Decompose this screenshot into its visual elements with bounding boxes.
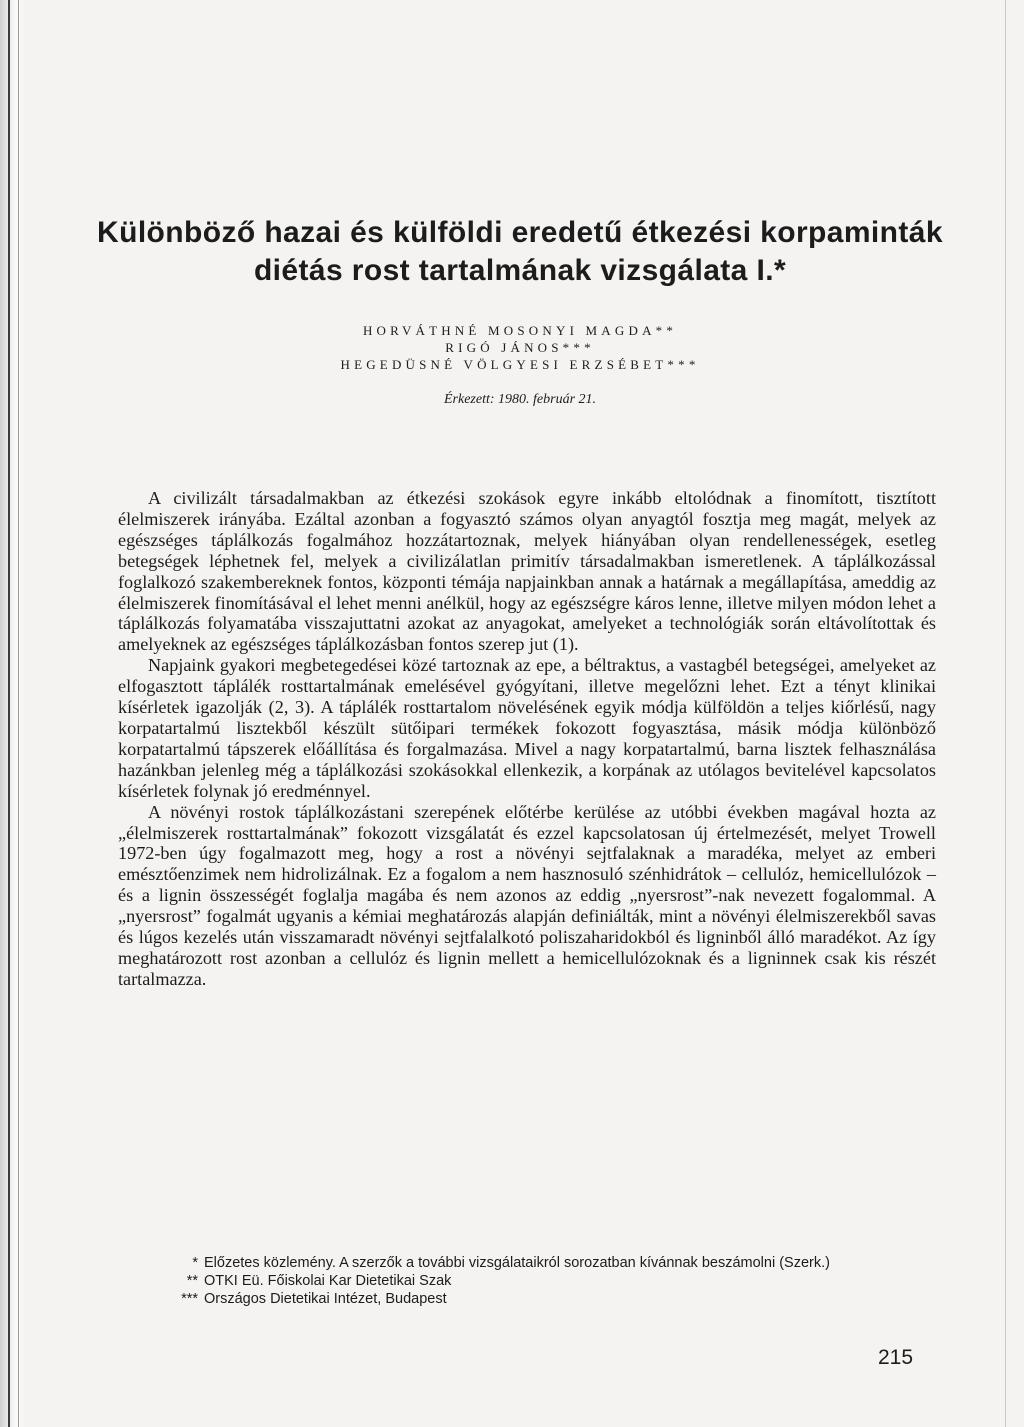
footnote-text: Országos Dietetikai Intézet, Budapest: [204, 1291, 447, 1307]
author-2: RIGÓ JÁNOS***: [445, 340, 595, 355]
author-list: [80, 322, 960, 373]
received-date: Érkezett: 1980. február 21.: [443, 392, 597, 407]
footnote-text: OTKI Eü. Főiskolai Kar Dietetikai Szak: [204, 1273, 452, 1289]
title-line-1: Különböző hazai és külföldi eredetű étkezési korpaminták: [97, 216, 943, 249]
footnote-mark: ***: [181, 1291, 198, 1307]
binding-edge-line: [8, 0, 10, 1427]
page-number: 215: [878, 1346, 914, 1369]
paragraph-3: A növényi rostok táplálkozástani szerepének előtérbe kerülése az utóbbi években magával hozta az „élelmiszerek rosttartalmának” fokozott vizsgálatát és ezzel kapcsolatosan új értelmezését, melyet Trowell 1972-ben úgy fogalmazott meg, hogy a rost a növényi sejtfalaknak a maradéka, melyet az emberi emésztőenzimek nem hidrolizálnak. Ez a fogalom a nem hasznosuló szénhidrátok – cellulóz, hemicellulózok – és a lignin összességét foglalja magába és nem azonos az eddig „nyersrost”-nak nevezett fogalommal. A „nyersrost” fogalmát ugyanis a kémiai meghatározás alapján definiálták, mint a növényi élelmiszerekből savas és lúgos kezelés után visszamaradt növényi sejtfalalkotó poliszaharidokból és ligninből álló maradékot. Az így meghatározott rost azonban a cellulóz és lignin mellett a hemicellulózoknak és a ligninnek csak kis részét tartalmazza.: [118, 801, 936, 989]
footnote-mark: *: [192, 1255, 198, 1271]
paragraph-2: Napjaink gyakori megbetegedései közé tartoznak az epe, a béltraktus, a vastagbél betegségei, amelyeket az elfogasztott táplálék rosttartalmának emelésével gyógyítani, illetve megelőzni lehet. Ezt a tényt klinikai kísérletek igazolják (2, 3). A táplálék rosttartalom növelésének egyik módja külföldön a teljes kiőrlésű, nagy korpatartalmú lisztekből készült sütőipari termékek fokozott fogyasztása, másik módja különböző korpatartalmú tápszerek előállítása és forgalmazása. Mivel a nagy korpatartalmú, barna lisztek felhasználása hazánkban jelenleg még a táplálkozási szokásokkal ellenkezik, a korpának az utólagos bevitelével kapcsolatos kísérletek folynak jó eredménnyel.: [118, 655, 936, 801]
binding-edge: [0, 0, 26, 1427]
footnote-2: [150, 1272, 932, 1290]
footnote-3: [150, 1290, 932, 1308]
footnote-mark: **: [186, 1273, 198, 1289]
footnote-text: Előzetes közlemény. A szerzők a további vizsgálataikról sorozatban kívánnak beszámolni (Szerk.): [204, 1255, 830, 1271]
article-body: [118, 488, 936, 990]
footnotes: [150, 1254, 932, 1308]
title-line-2: diétás rost tartalmának vizsgálata I.*: [253, 254, 787, 287]
page-edge-right: [1005, 0, 1006, 1427]
author-1: HORVÁTHNÉ MOSONYI MAGDA**: [362, 323, 678, 338]
binding-edge-line-secondary: [18, 0, 19, 1427]
author-3: HEGEDÜSNÉ VÖLGYESI ERZSÉBET***: [340, 357, 700, 372]
footnote-1: [150, 1254, 932, 1272]
paragraph-1: A civilizált társadalmakban az étkezési szokások egyre inkább eltolódnak a finomított, tisztított élelmiszerek irányába. Ezáltal azonban a fogyasztó számos olyan anyagtól fosztja meg magát, melyek az egészséges táplálkozás fogalmához hozzátartoznak, melyek hiányában olyan rendellenességek, esetleg betegségek léphetnek fel, melyek a civilizálatlan primitív társadalmakban ismeretlenek. A táplálkozással foglalkozó szakembereknek fontos, központi témája napjainkban annak a határnak a megállapítása, ameddig az élelmiszerek finomításával el lehet menni anélkül, hogy az egészségre káros lenne, illetve milyen módon lehet a táplálkozás folyamatába visszajuttatni azokat az anyagokat, amelyeket a technológiák során eltávolítottak és amelyeknek az egészséges táplálkozásban fontos szerep jut (1).: [118, 488, 936, 655]
article-title: [80, 214, 960, 290]
